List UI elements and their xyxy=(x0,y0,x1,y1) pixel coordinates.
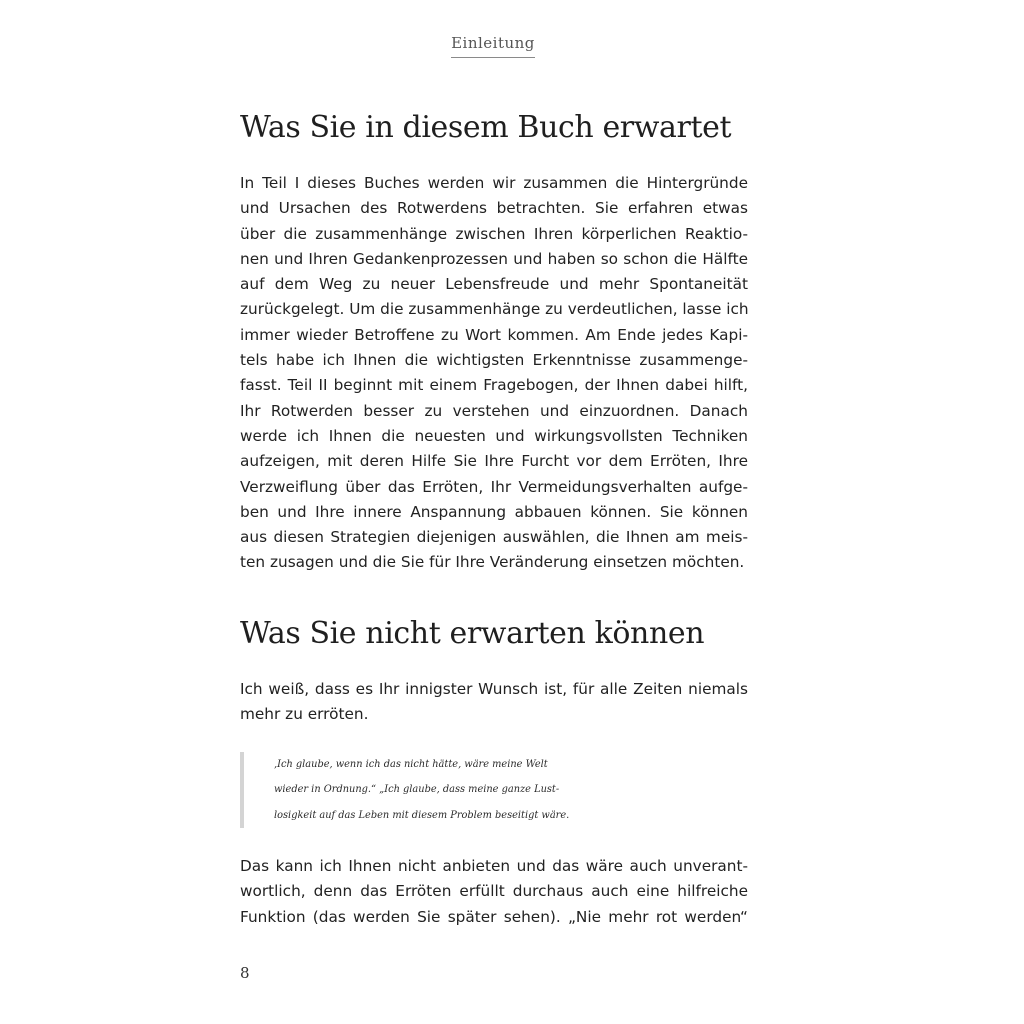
paragraph-text xyxy=(240,854,748,930)
page-number: 8 xyxy=(240,964,250,982)
quote-line: wieder in Ordnung.“ „Ich glaube, dass meine ganze Lust- xyxy=(274,784,560,796)
text-line: ben und Ihre innere Anspannung abbauen können. Sie können xyxy=(240,502,748,521)
block-quote xyxy=(240,752,748,828)
running-head xyxy=(0,34,986,58)
section-heading-2-wrap xyxy=(240,614,748,654)
text-line: über die zusammenhänge zwischen Ihren körperlichen Reaktio- xyxy=(240,224,748,243)
text-line: aus diesen Strategien diejenigen auswählen, die Ihnen am meis- xyxy=(240,528,748,547)
paragraph-text xyxy=(240,171,748,576)
paragraph-1 xyxy=(240,171,748,576)
text-line: aufzeigen, mit deren Hilfe Sie Ihre Furcht vor dem Erröten, Ihre xyxy=(240,452,748,471)
text-line: Verzweiflung über das Erröten, Ihr Vermeidungsverhalten aufge- xyxy=(240,477,748,496)
text-line: tels habe ich Ihnen die wichtigsten Erkenntnisse zusammenge- xyxy=(240,351,748,370)
chapter-title: Einleitung xyxy=(451,34,535,58)
text-line: mehr zu erröten. xyxy=(240,705,369,724)
paragraph-text xyxy=(240,677,748,728)
text-line: zurückgelegt. Um die zusammenhänge zu verdeutlichen, lasse ich xyxy=(240,300,749,319)
text-line: nen und Ihren Gedankenprozessen und haben so schon die Hälfte xyxy=(240,249,748,268)
text-line: Das kann ich Ihnen nicht anbieten und das wäre auch unverant- xyxy=(240,857,748,875)
text-line: Ich weiß, dass es Ihr innigster Wunsch ist, für alle Zeiten niemals xyxy=(240,680,748,698)
text-line: In Teil I dieses Buches werden wir zusammen die Hintergründe xyxy=(240,174,748,192)
text-line: immer wieder Betroffene zu Wort kommen. Am Ende jedes Kapi- xyxy=(240,325,748,344)
paragraph-2 xyxy=(240,677,748,728)
section-heading: Was Sie in diesem Buch erwartet xyxy=(240,110,732,145)
text-line: werde ich Ihnen die neuesten und wirkungsvollsten Techniken xyxy=(240,426,748,445)
text-line: fasst. Teil II beginnt mit einem Fragebogen, der Ihnen dabei hilft, xyxy=(240,376,748,395)
quote-line: losigkeit auf das Leben mit diesem Problem beseitigt wäre. xyxy=(274,809,570,821)
section-heading: Was Sie nicht erwarten können xyxy=(240,616,705,651)
text-line: wortlich, denn das Erröten erfüllt durchaus auch eine hilfreiche xyxy=(240,882,748,901)
text-line: auf dem Weg zu neuer Lebensfreude und mehr Spontaneität xyxy=(240,275,748,294)
text-line: und Ursachen des Rotwerdens betrachten. Sie erfahren etwas xyxy=(240,199,748,218)
section-heading-1-wrap xyxy=(240,108,748,148)
text-line: Ihr Rotwerden besser zu verstehen und einzuordnen. Danach xyxy=(240,401,748,420)
text-line: Funktion (das werden Sie später sehen). „Nie mehr rot werden“ xyxy=(240,907,748,926)
paragraph-3 xyxy=(240,854,748,930)
quote-line: ‚Ich glaube, wenn ich das nicht hätte, wäre meine Welt xyxy=(274,759,548,770)
text-line: ten zusagen und die Sie für Ihre Veränderung einsetzen möchten. xyxy=(240,553,745,572)
